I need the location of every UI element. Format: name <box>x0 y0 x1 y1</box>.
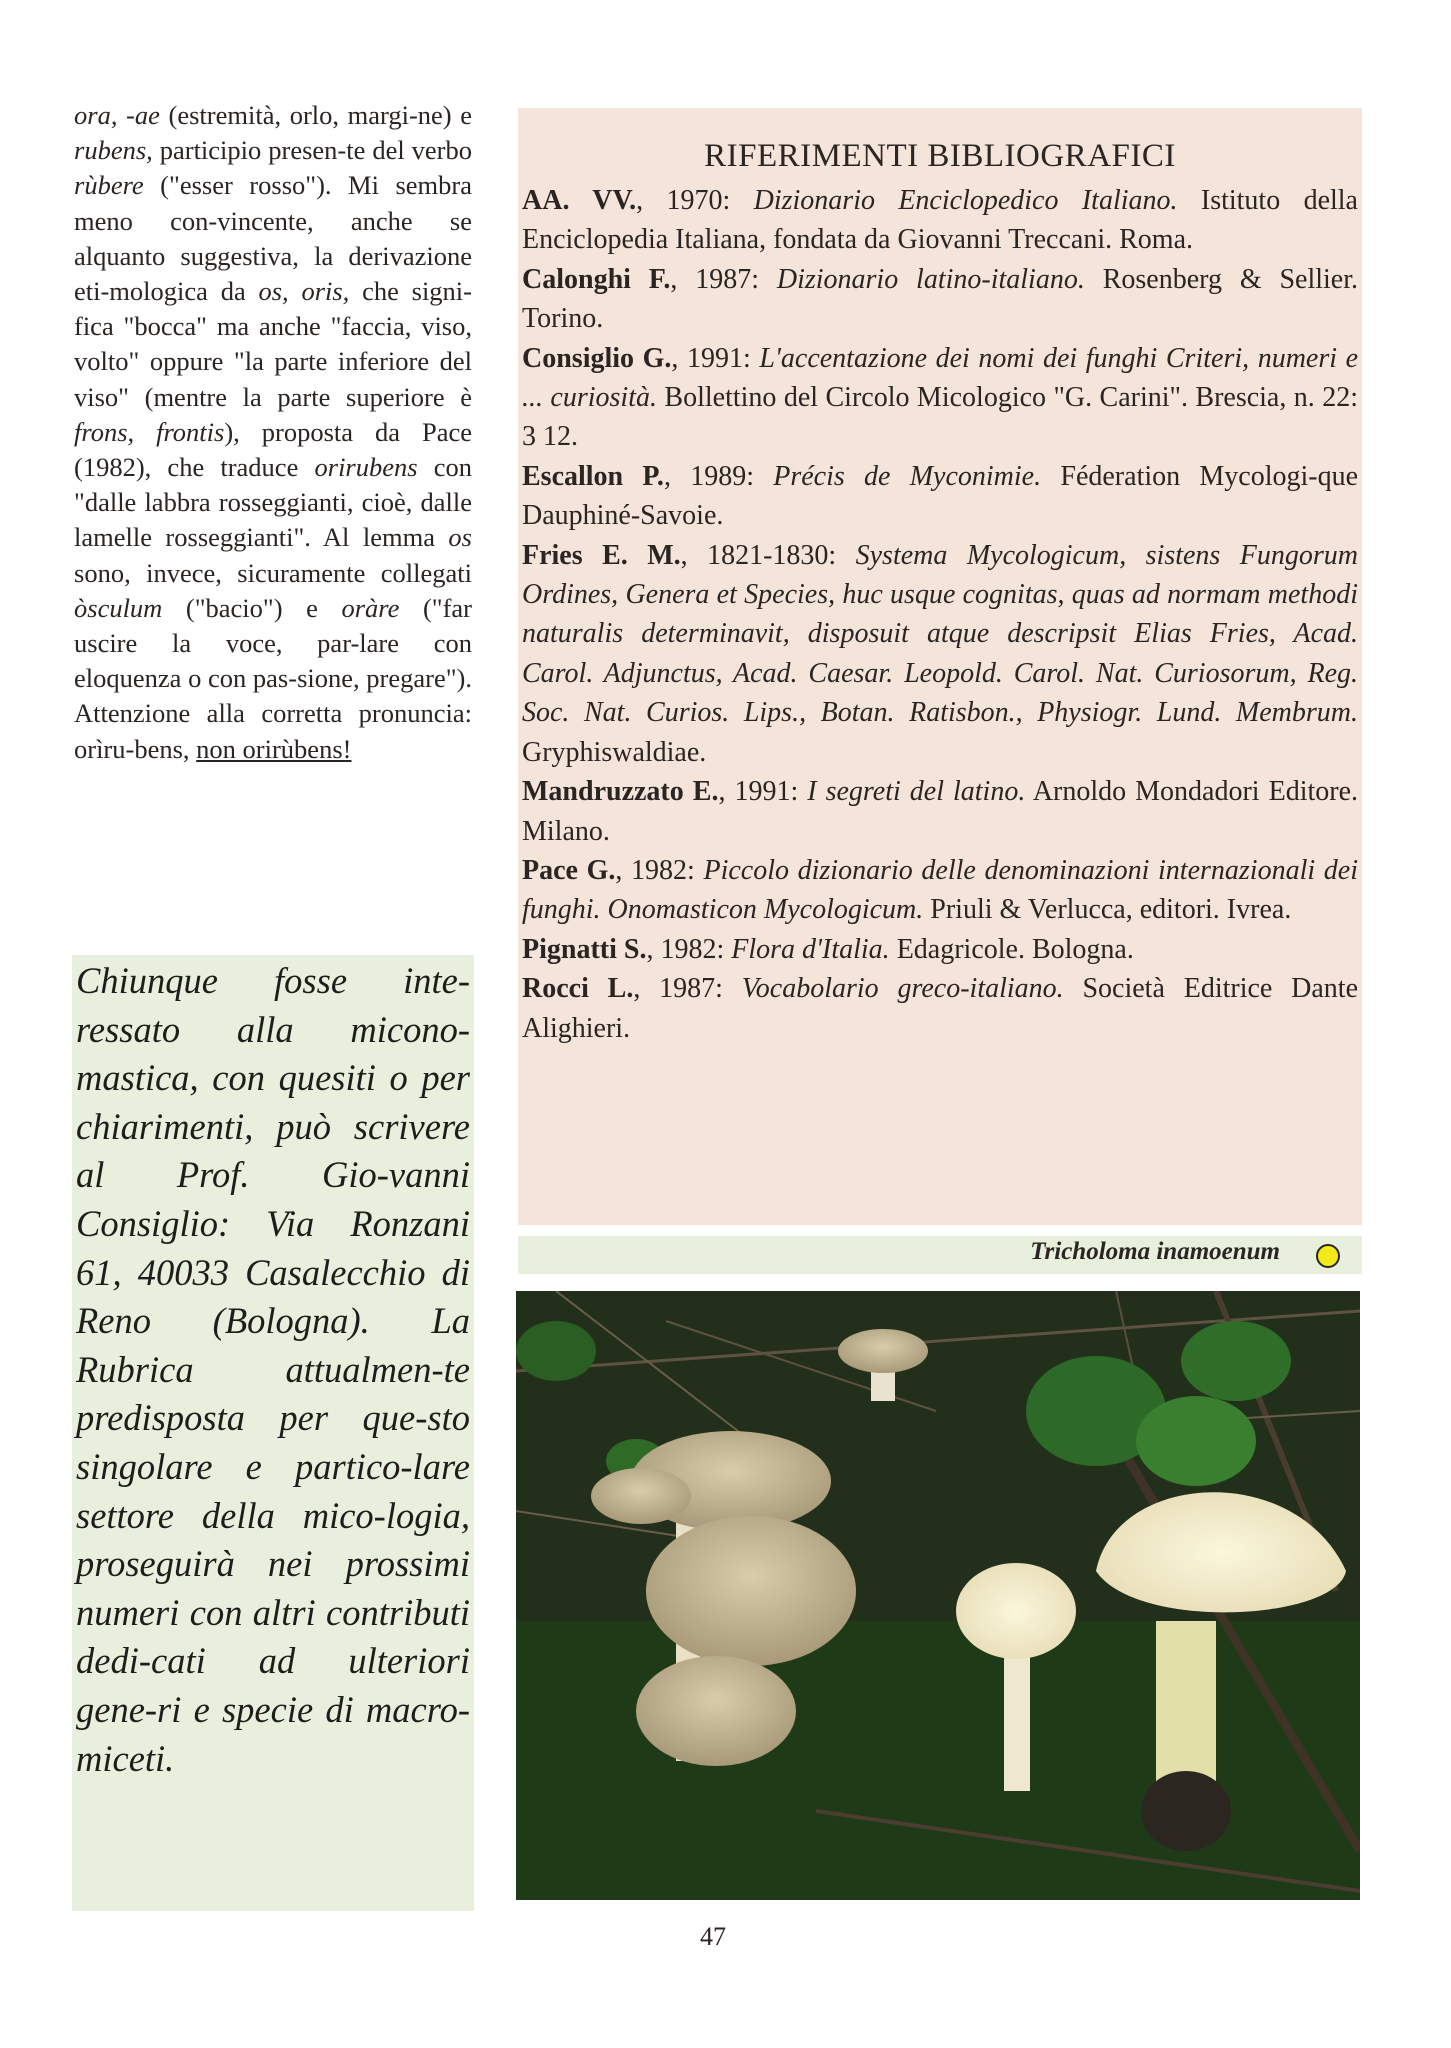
bibliography-entry <box>522 851 1358 930</box>
text-run: (estremità, orlo, margi-ne) e <box>159 100 472 130</box>
text-run: che signi-fica "bocca" ma anche "faccia, viso, volto" oppure "la parte inferiore del viso" (mentre la parte superiore è <box>74 276 472 412</box>
bibliography-box <box>518 108 1362 1225</box>
edibility-dot-icon <box>1316 1244 1340 1268</box>
page-number: 47 <box>700 1922 726 1951</box>
entry-author: Calonghi F. <box>522 263 671 295</box>
entry-publisher: Féderation Mycologi-que Dauphiné-Savoie. <box>522 460 1359 532</box>
italic-term: os <box>448 522 472 553</box>
bibliography-entry <box>522 930 1358 969</box>
italic-term: oràre <box>341 592 400 623</box>
callout-text: Chiunque fosse inte-ressato alla micono-mastica, con quesiti o per chiarimenti, può scrivere al Prof. Gio-vanni Consiglio: Via Ronzani 61, 40033 Casalecchio di Reno (Bologna). La Rubrica attualmen-te predisposta per que-sto singolare e partico-lare settore della mico-logia, proseguirà nei prossimi numeri con altri contributi dedi-cati ad ulteriori gene-ri e specie di macro-miceti. <box>76 960 470 1779</box>
bibliography-entry <box>522 339 1358 457</box>
entry-author: Pignatti S. <box>522 933 647 965</box>
mushroom-photo <box>516 1291 1360 1900</box>
italic-term: frons, frontis <box>74 416 225 447</box>
etymology-paragraph <box>74 98 472 767</box>
entry-author: Consiglio G. <box>522 342 672 374</box>
photo-caption-bar <box>518 1236 1362 1274</box>
italic-term: rubens, <box>74 135 153 166</box>
text-run: ("bacio") e <box>162 592 342 623</box>
italic-term: òsculum <box>74 592 163 623</box>
text-run: sono, invece, sicuramente collegati <box>74 557 472 588</box>
italic-term: ora, -ae <box>74 100 160 130</box>
entry-author: Escallon P. <box>522 460 664 492</box>
bibliography-entry <box>522 536 1358 772</box>
left-column-text <box>74 98 472 767</box>
italic-term: rùbere <box>74 170 144 201</box>
entry-author: AA. VV. <box>522 185 637 216</box>
entry-title: L'accentazione dei nomi dei funghi Criteri, numeri e ... curiosità. <box>522 342 1359 414</box>
bibliography-heading: RIFERIMENTI BIBLIOGRAFICI <box>704 138 1176 174</box>
photo-caption: Tricholoma inamoenum <box>1030 1238 1280 1265</box>
entry-publisher: Società Editrice Dante Alighieri. <box>522 973 1359 1044</box>
bibliography-entry <box>522 969 1358 1048</box>
entry-author: Mandruzzato E. <box>522 776 719 808</box>
bibliography-entry <box>522 457 1358 536</box>
bibliography-entry <box>522 181 1358 260</box>
entry-publisher: Priuli & Verlucca, editori. Ivrea. <box>923 894 1292 926</box>
entry-publisher: Bollettino del Circolo Micologico "G. Carini". Brescia, n. 22: 3 12. <box>522 382 1358 453</box>
text-run: participio presen-te del verbo <box>152 135 472 166</box>
text-run: con "dalle labbra rosseggianti, cioè, dalle lamelle rosseggianti". Al lemma <box>74 452 472 553</box>
entry-publisher: Arnoldo Mondadori Editore. Milano. <box>522 776 1359 847</box>
entry-title: Dizionario latino-italiano. <box>776 263 1085 295</box>
mushroom-photo-illustration <box>516 1291 1360 1900</box>
entry-title: Vocabolario greco-italiano. <box>741 973 1064 1005</box>
bibliography-entry <box>522 260 1358 339</box>
bibliography-entry <box>522 772 1358 851</box>
entry-year: , 1989: <box>663 460 774 492</box>
entry-year: , 1991: <box>718 776 808 808</box>
entry-title: Piccolo dizionario delle denominazioni internazionali dei funghi. Onomasticon Mycologicum. <box>522 854 1358 926</box>
entry-title: I segreti del latino. <box>807 776 1026 808</box>
bibliography-entries <box>522 181 1358 1048</box>
entry-author: Rocci L. <box>522 973 634 1005</box>
entry-publisher: Rosenberg & Sellier. Torino. <box>522 263 1358 335</box>
entry-year: , 1987: <box>633 973 742 1005</box>
entry-year: , 1821-1830: <box>680 539 856 571</box>
contact-callout <box>72 955 474 1911</box>
italic-term: orirubens <box>314 452 418 483</box>
entry-publisher: Gryphiswaldiae. <box>522 736 707 768</box>
entry-title: Systema Mycologicum, sistens Fungorum Ordines, Genera et Species, huc usque cognitas, quas ad normam methodi naturalis determinavit, disposuit atque descripsit Elias Fries, Acad. Carol. Adjunctus, Acad. Caesar. Leopold. Carol. Nat. Curiosorum, Reg. Soc. Nat. Curios. Lips., Botan. Ratisbon., Physiogr. Lund. Membrum. <box>522 539 1358 729</box>
entry-title: Flora d'Italia. <box>731 933 890 965</box>
entry-publisher: Istituto della Enciclopedia Italiana, fondata da Giovanni Treccani. Roma. <box>522 185 1358 256</box>
entry-year: , 1982: <box>615 854 704 886</box>
entry-year: , 1970: <box>636 185 754 216</box>
text-run: ("esser rosso"). Mi sembra meno con-vincente, anche se alquanto suggestiva, la derivazione eti-mologica da <box>74 170 472 307</box>
entry-year: , 1982: <box>646 933 732 965</box>
entry-year: , 1991: <box>671 342 760 374</box>
entry-author: Pace G. <box>522 854 616 886</box>
italic-term: os, oris, <box>258 276 350 307</box>
entry-year: , 1987: <box>670 263 777 295</box>
text-run: ), proposta da Pace (1982), che traduce <box>74 416 473 483</box>
entry-author: Fries E. M. <box>522 539 681 571</box>
text-run: ("far uscire la voce, par-lare con eloquenza o con pas-sione, pregare"). Attenzione alla corretta pronuncia: orìru-bens, <box>74 592 472 764</box>
entry-publisher: Edagricole. Bologna. <box>889 933 1134 965</box>
underlined-term: non orirùbens! <box>196 733 352 764</box>
entry-title: Dizionario Enciclopedico Italiano. <box>753 185 1178 216</box>
entry-title: Précis de Myconimie. <box>773 460 1042 492</box>
